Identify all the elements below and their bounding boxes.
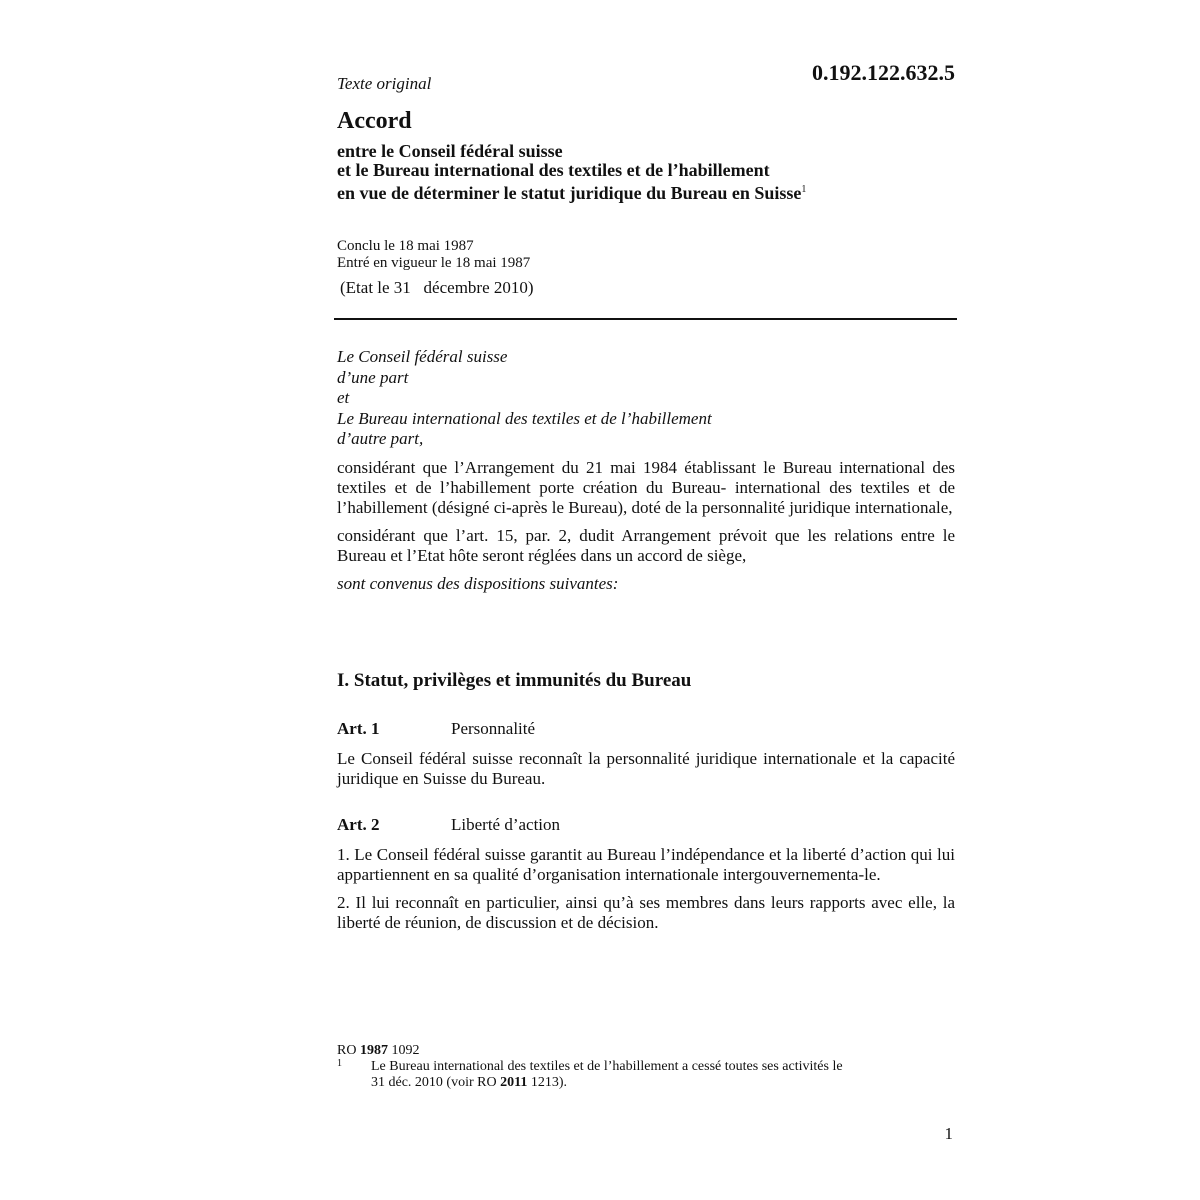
subtitle-line-3 [337,180,957,203]
article-body [337,749,955,789]
header-divider [334,318,957,320]
parties-block [337,347,712,450]
footnote-line-2-prefix: 31 déc. 2010 (voir RO [371,1075,497,1090]
subtitle-line-2: et le Bureau international des textiles et de l’habillement [337,160,770,180]
ro-page: 1092 [391,1043,420,1058]
preamble-conclusion: sont convenus des dispositions suivantes: [337,574,619,593]
article-2 [337,815,955,941]
article-number: Art. 2 [337,815,380,834]
ro-reference [337,1043,937,1059]
concluded-date: Conclu le 18 mai 1987 [337,238,474,254]
ro-year: 1987 [359,1043,388,1058]
article-heading [337,815,955,835]
ro-prefix: RO [337,1043,357,1058]
footnote-line-2-year: 2011 [500,1075,528,1090]
article-1 [337,719,955,797]
article-paragraph: 2. Il lui reconnaît en particulier, ainsi qu’à ses membres dans leurs rapports avec elle, la liberté de réunion, de discussion et de décision. [337,893,955,932]
footnote-reference[interactable]: 1 [801,184,807,195]
footnote-line-2-suffix: 1213). [530,1075,567,1090]
page-number: 1 [944,1124,953,1143]
article-number: Art. 1 [337,719,380,738]
document-title: Accord [337,108,412,134]
party-line: d’autre part, [337,429,424,448]
article-title: Personnalité [451,719,536,738]
dates-block [337,238,530,272]
footnote-1 [337,1059,937,1091]
subtitle-line-3-text: en vue de déterminer le statut juridique du Bureau en Suisse [337,183,802,203]
footnote-mark: 1 [337,1058,342,1069]
document-subtitle [337,142,957,203]
footnote-line-1: Le Bureau international des textiles et de l’habillement a cessé toutes ses activités le [371,1059,843,1074]
document-number: 0.192.122.632.5 [812,60,955,85]
status-date: (Etat le 31 décembre 2010) [340,278,534,297]
preamble [337,458,955,594]
entry-into-force-date: Entré en vigueur le 18 mai 1987 [337,255,531,271]
article-paragraph: Le Conseil fédéral suisse reconnaît la personnalité juridique internationale et la capacité juridique en Suisse du Bureau. [337,749,955,788]
party-line: d’une part [337,367,409,387]
article-heading [337,719,955,739]
document-page [337,0,957,1200]
preamble-paragraph-2: considérant que l’art. 15, par. 2, dudit Arrangement prévoit que les relations entre le Bureau et l’Etat hôte seront réglées dans un accord de siège, [337,526,955,565]
article-paragraph: 1. Le Conseil fédéral suisse garantit au Bureau l’indépendance et la liberté d’action qui lui appartiennent en sa qualité d’organisation internationale intergouvernementa-le. [337,845,955,884]
chapter-heading: I. Statut, privilèges et immunités du Bureau [337,670,692,691]
party-line: Le Conseil fédéral suisse [337,347,508,366]
footnotes [337,1043,937,1091]
original-text-label: Texte original [337,74,432,93]
party-line: et [337,388,350,407]
preamble-paragraph-1: considérant que l’Arrangement du 21 mai 1984 établissant le Bureau international des textiles et de l’habillement porte création du Bureau- international des textiles et de l’habillement (désigné ci-après le Bureau), doté de la personnalité juridique internationale, [337,458,955,517]
subtitle-line-1: entre le Conseil fédéral suisse [337,141,563,161]
party-line: Le Bureau international des textiles et de l’habillement [337,408,712,428]
article-body [337,845,955,933]
footnote-line-2 [371,1075,937,1091]
article-title: Liberté d’action [451,815,561,834]
